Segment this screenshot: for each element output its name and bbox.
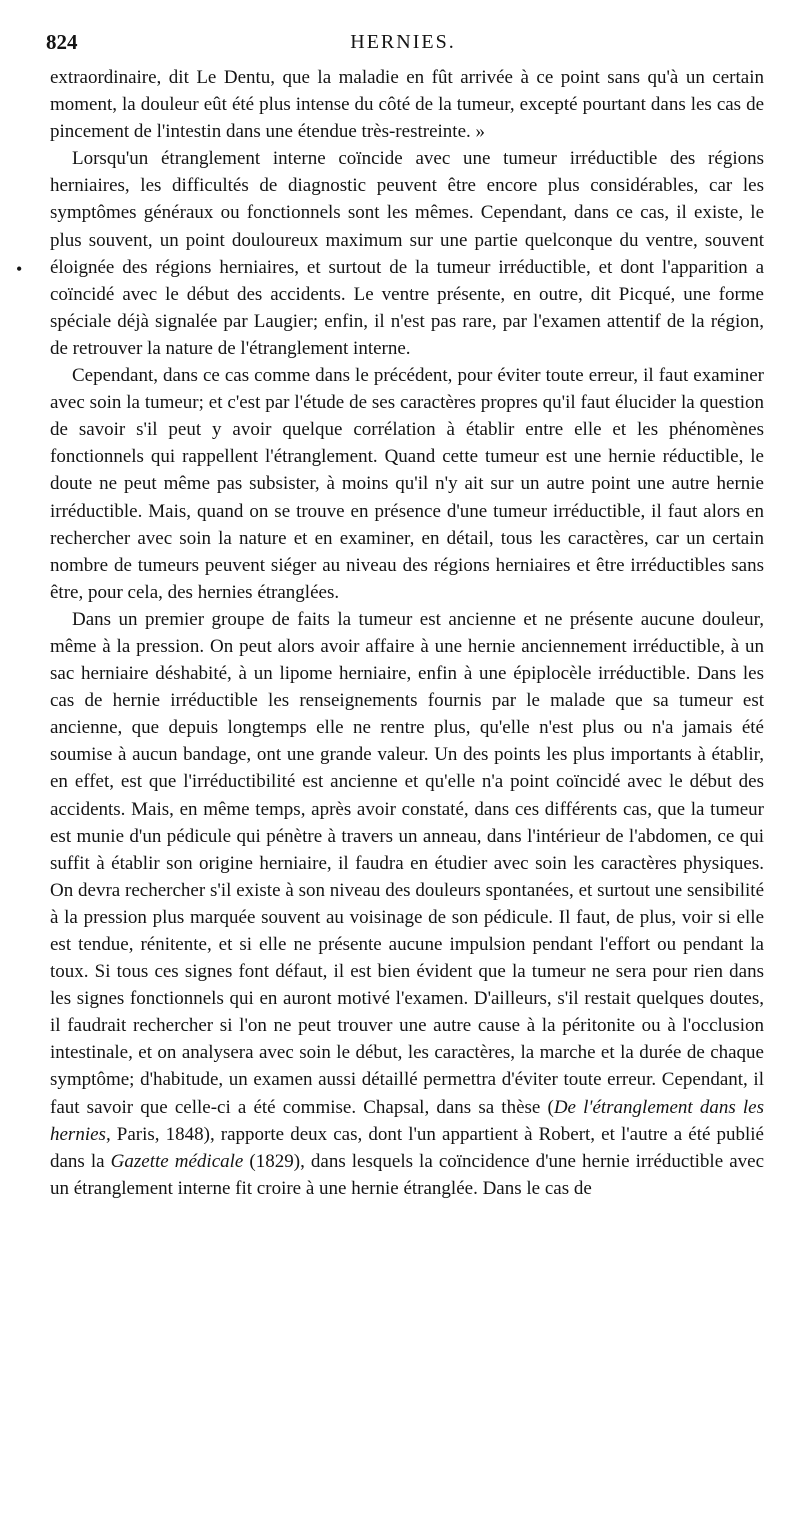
margin-mark: • xyxy=(16,259,23,279)
cited-title: Gazette médicale xyxy=(110,1150,244,1172)
paragraph-text: , Paris, 1848), rapporte deux cas, dont l'un appartient à Robert, et l'autre a été publié dans la xyxy=(50,1123,764,1172)
page-header xyxy=(46,30,760,60)
page-number: 824 xyxy=(46,30,78,54)
cited-title: De l'étranglement dans les hernies xyxy=(50,1096,764,1145)
paragraph: Lorsqu'un étranglement interne coïncide avec une tumeur irréductible des régions herniaires, les difficultés de diagnostic peuvent être encore plus considérables, car les symptômes généraux ou fonctionnels sont les mêmes. Cependant, dans ce cas, il existe, le plus souvent, un point douloureux maximum sur une partie quelconque du ventre, souvent éloignée des régions herniaires, et surtout de la tumeur irréductible, et dont l'apparition a coïncidé avec le début des accidents. Le ventre présente, en outre, dit Picqué, une forme spéciale déjà signalée par Laugier; enfin, il n'est pas rare, par l'examen attentif de la région, de retrouver la nature de l'étranglement interne. xyxy=(50,148,764,359)
paragraph: extraordinaire, dit Le Dentu, que la maladie en fût arrivée à ce point sans qu'à un certain moment, la douleur eût été plus intense du côté de la tumeur, excepté pourtant dans les cas de pincement de l'intestin dans une étendue très-restreinte. » xyxy=(50,67,764,143)
paragraph-text: (1829), dans lesquels la coïncidence d'une hernie irréductible avec un étranglement interne fit croire à une hernie étranglée. Dans le cas de xyxy=(50,1150,764,1199)
paragraph-text: Dans un premier groupe de faits la tumeur est ancienne et ne présente aucune douleur, même à la pression. On peut alors avoir affaire à une hernie anciennement irréductible, à un sac herniaire déshabité, à un lipome herniaire, enfin à une épiplocèle irréductible. Dans les cas de hernie irréductible les renseignements fournis par le malade que sa tumeur est ancienne, que depuis longtemps elle ne rentre plus, qu'elle n'est plus ou n'a jamais été soumise à aucun bandage, ont une grande valeur. Un des points les plus importants à établir, en effet, est que l'irréductibilité est ancienne et qu'elle n'a point coïncidé avec le début des accidents. Mais, en même temps, après avoir constaté, dans ces différents cas, que la tumeur est munie d'un pédicule qui pénètre à travers un anneau, dans l'intérieur de l'abdomen, ce qui suffit à établir son origine herniaire, il faudra en étudier avec soin les caractères physiques. On devra rechercher s'il existe à son niveau des douleurs spontanées, et surtout une sensibilité à la pression plus marquée souvent au voisinage de son pédicule. Il faut, de plus, voir si elle est tendue, rénitente, et si elle ne présente aucune impulsion pendant l'effort ou pendant la toux. Si tous ces signes font défaut, il est bien évident que la tumeur ne sera pour rien dans les signes fonctionnels qui en auront motivé l'examen. D'ailleurs, s'il restait quelques doutes, il faudrait rechercher si l'on ne peut trouver une autre cause à la péritonite ou à l'occlusion intestinale, et on analysera avec soin le début, les caractères, la marche et la durée de chaque symptôme; d'habitude, un examen aussi détaillé permettra d'éviter toute erreur. Cependant, il faut savoir que celle-ci a été commise. Chapsal, dans sa thèse ( xyxy=(50,608,764,1118)
running-head: HERNIES. xyxy=(350,31,456,53)
paragraph xyxy=(50,606,764,1202)
paragraph: Cependant, dans ce cas comme dans le précédent, pour éviter toute erreur, il faut examiner avec soin la tumeur; et c'est par l'étude de ses caractères propres qu'il faut élucider la question de savoir s'il peut y avoir quelque corrélation à établir entre elle et les phénomènes fonctionnels qui rappellent l'étranglement. Quand cette tumeur est une hernie réductible, le doute ne peut même pas subsister, à moins qu'il n'y ait sur un autre point une autre hernie irréductible. Mais, quand on se trouve en présence d'une tumeur irréductible, il faut alors en rechercher avec soin la nature et en examiner, en détail, tous les caractères, car un certain nombre de tumeurs peuvent siéger au niveau des régions herniaires et être irréductibles sans être, pour cela, des hernies étranglées. xyxy=(50,365,764,603)
body-text xyxy=(50,64,764,1202)
